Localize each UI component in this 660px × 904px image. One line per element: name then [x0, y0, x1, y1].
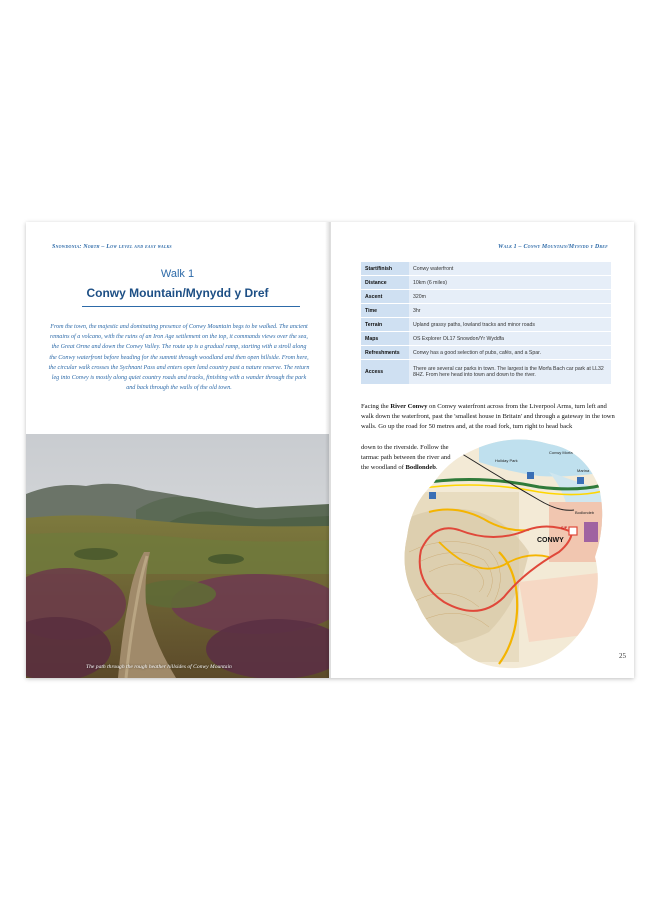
info-label: Refreshments [361, 346, 409, 360]
walk-info-table [361, 262, 611, 385]
map-label-bodlondeb: Bodlondeb [575, 510, 595, 515]
info-label: Terrain [361, 318, 409, 332]
info-row-distance [361, 276, 611, 290]
info-value: Conwy waterfront [409, 262, 611, 276]
title-rule [82, 306, 300, 307]
info-label: Time [361, 304, 409, 318]
right-page [331, 222, 634, 678]
left-page [26, 222, 329, 678]
info-label: Maps [361, 332, 409, 346]
info-label: Distance [361, 276, 409, 290]
info-value: 10km (6 miles) [409, 276, 611, 290]
map-label-marina: Marina [577, 468, 590, 473]
route-description [361, 402, 615, 433]
body-place-river: River Conwy [390, 403, 428, 410]
book-spread [26, 222, 634, 678]
photo-caption: The path through the rough heather hillsides of Conwy Mountain [86, 664, 232, 670]
info-value: There are several car parks in town. The largest is the Morfa Bach car park at LL32 8HZ. From here head into town and down to the river. [409, 360, 611, 385]
os-map-image [399, 432, 607, 670]
body-text-rest: on Conwy waterfront across from the Liverpool Arms, turn left and walk down the waterfront, past the 'smallest house in Britain' and through a gateway in the town walls. Go up the road for 50 metres and, at the road fork, turn right to head back [361, 403, 615, 431]
info-row-maps [361, 332, 611, 346]
map-label-conwy: CONWY [537, 537, 564, 544]
info-label: Start/finish [361, 262, 409, 276]
info-label: Ascent [361, 290, 409, 304]
info-label: Access [361, 360, 409, 385]
map-label-morfa: Conwy Morfa [549, 450, 573, 455]
info-row-time [361, 304, 611, 318]
map-label-holiday: Holiday Park [495, 458, 518, 463]
info-row-access [361, 360, 611, 385]
walk-title: Conwy Mountain/Mynydd y Dref [86, 286, 269, 300]
info-row-terrain [361, 318, 611, 332]
walk-number: Walk 1 [160, 268, 195, 280]
body-text-end: . [435, 464, 438, 472]
info-value: Upland grassy paths, lowland tracks and minor roads [409, 318, 611, 332]
info-value: OS Explorer OL17 Snowdon/Yr Wyddfa [409, 332, 611, 346]
body-place-bodlondeb: Bodlondeb [405, 464, 436, 472]
info-value: 3hr [409, 304, 611, 318]
map-label-start: S/F [561, 525, 568, 530]
running-head-right: Walk 1 – Conwy Mountain/Mynydd y Dref [498, 244, 608, 250]
page-number: 25 [619, 652, 626, 660]
info-value: 320m [409, 290, 611, 304]
info-row-start [361, 262, 611, 276]
route-map [399, 432, 607, 670]
running-head-left: Snowdonia: North – Low level and easy walks [52, 244, 172, 250]
body-text-narrow: down to the riverside. Follow the tarmac path between the river and the woodland of [361, 444, 451, 472]
body-text-prefix: Facing the [361, 403, 391, 410]
info-value: Conwy has a good selection of pubs, cafés, and a Spar. [409, 346, 611, 360]
walk-intro: From the town, the majestic and dominating presence of Conwy Mountain begs to be walked. The ancient remains of a volcano, with the ruins of an Iron Age settlement on the top, it commands views over the sea, the Great Orme and down the Conwy Valley. The route up is a gradual ramp, starting with a stroll along the Conwy waterfront before heading for the summit through woodland and then open hillside. From here, the circular walk crosses the Sychnant Pass and enters open land country past a nature reserve. The return leg into Conwy is mostly along quiet country roads and tracks, finishing with a wander through the park and back through the walls of the old town. [48, 324, 310, 392]
info-row-ascent [361, 290, 611, 304]
heather-hillside-image [26, 434, 329, 678]
info-row-refreshments [361, 346, 611, 360]
landscape-photo [26, 434, 329, 678]
